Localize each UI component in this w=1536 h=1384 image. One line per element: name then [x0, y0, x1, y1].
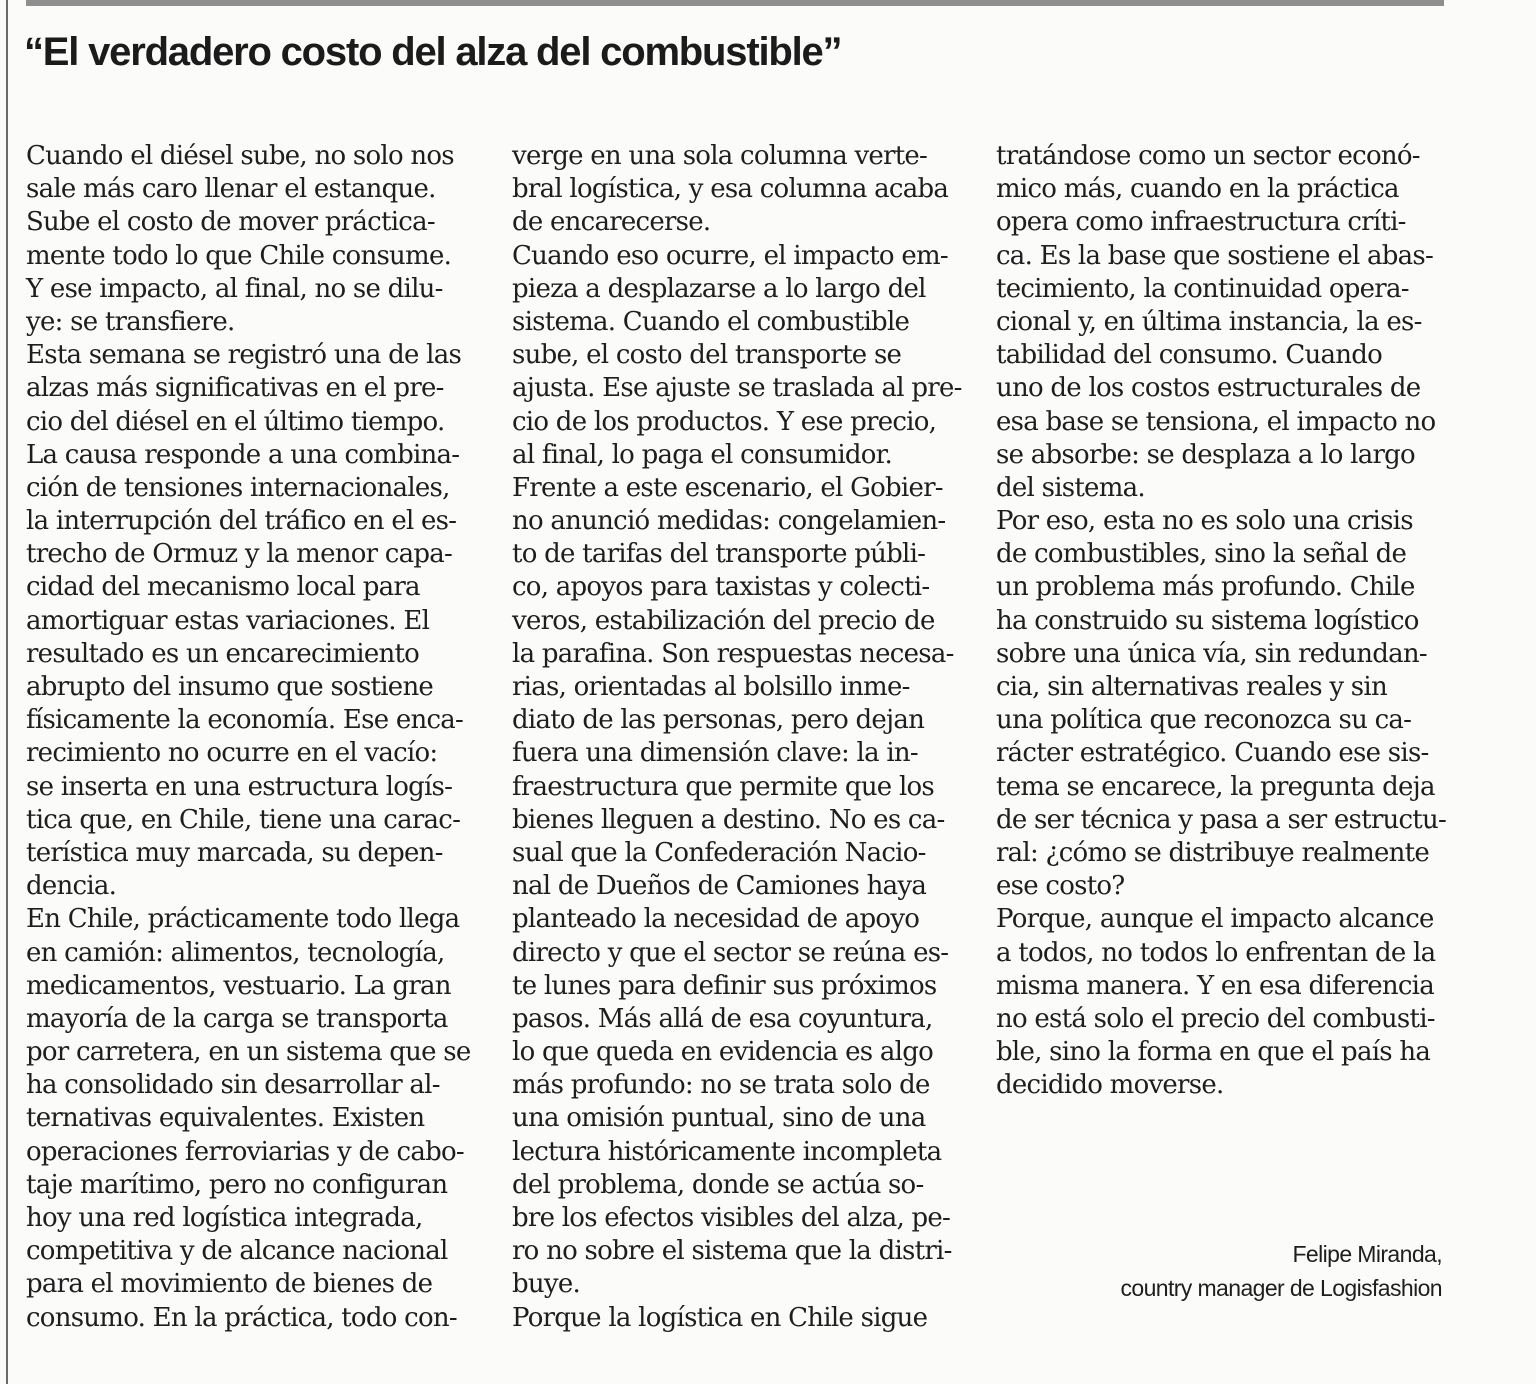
article-text-line: ha consolidado sin desarrollar al-	[26, 1070, 440, 1101]
article-text-line: ble, sino la forma en que el país ha	[996, 1037, 1431, 1068]
article-text-line: bre los efectos visibles del alza, pe-	[512, 1203, 951, 1233]
article-text-line: Cuando el diésel sube, no solo nos	[26, 141, 454, 171]
article-text-line: hoy una red logística integrada,	[26, 1203, 423, 1233]
article-text-line: cional y, en última instancia, la es-	[996, 306, 1422, 337]
article-text-line: lo que queda en evidencia es algo	[512, 1037, 934, 1068]
article-text-line: decidido moverse.	[996, 1070, 1224, 1101]
article-text-line: mayoría de la carga se transporta	[26, 1003, 448, 1034]
article-text-line: tratándose como un sector econó-	[996, 141, 1420, 171]
article-text-line: uno de los costos estructurales de	[996, 373, 1421, 404]
article-text-line: de ser técnica y pasa a ser estructu-	[996, 804, 1447, 835]
article-text-line: bienes lleguen a destino. No es ca-	[512, 804, 945, 835]
article-text-line: pieza a desplazarse a lo largo del	[512, 273, 926, 304]
article-text-line: sale más caro llenar el estanque.	[26, 174, 436, 205]
article-text-line: fuera una dimensión clave: la in-	[512, 738, 918, 769]
article-text-line: ro no sobre el sistema que la distri-	[512, 1236, 952, 1267]
article-text-line: Sube el costo de mover práctica-	[26, 207, 435, 238]
article-text-line: buye.	[512, 1269, 580, 1300]
article-text-line: opera como infraestructura críti-	[996, 207, 1406, 238]
article-text-line: taje marítimo, pero no configuran	[26, 1169, 448, 1200]
article-text-line: rácter estratégico. Cuando ese sis-	[996, 738, 1429, 769]
article-text-line: medicamentos, vestuario. La gran	[26, 970, 451, 1001]
article-text-line: verge en una sola columna verte-	[512, 141, 928, 171]
article-text-line: tecimiento, la continuidad opera-	[996, 273, 1409, 304]
article-text-line: Porque, aunque el impacto alcance	[996, 904, 1434, 935]
article-text-line: ca. Es la base que sostiene el abas-	[996, 240, 1434, 271]
article-text-line: por carretera, en un sistema que se	[26, 1037, 471, 1068]
article-text-line: ha construido su sistema logístico	[996, 605, 1419, 636]
article-text-line: te lunes para definir sus próximos	[512, 970, 937, 1001]
article-text-line: a todos, no todos lo enfrentan de la	[996, 937, 1436, 968]
article-text-line: se absorbe: se desplaza a lo largo	[996, 439, 1415, 470]
article-text-line: ternativas equivalentes. Existen	[26, 1103, 425, 1134]
author-name: Felipe Miranda,	[1292, 1241, 1442, 1267]
article-text-line: cidad del mecanismo local para	[26, 572, 420, 603]
article-text-line: para el movimiento de bienes de	[26, 1269, 433, 1300]
article-text-line: dencia.	[26, 871, 117, 902]
article-text-line: Porque la logística en Chile sigue	[512, 1302, 928, 1333]
article-text-line: del problema, donde se actúa so-	[512, 1169, 924, 1200]
article-text-line: una política que reconozca su ca-	[996, 705, 1412, 736]
article-text-line: no está solo el precio del combusti-	[996, 1003, 1435, 1034]
article-column-2	[512, 140, 982, 1335]
article-text-line: En Chile, prácticamente todo llega	[26, 904, 460, 935]
article-text-line: ye: se transfiere.	[26, 306, 235, 337]
top-border-rule	[26, 0, 1444, 6]
article-text-line: sual que la Confederación Nacio-	[512, 837, 926, 868]
article-text-line: de encarecerse.	[512, 207, 711, 238]
article-column-1	[26, 140, 496, 1335]
article-text-line: ajusta. Ese ajuste se traslada al pre-	[512, 373, 962, 404]
article-text-line: mente todo lo que Chile consume.	[26, 240, 452, 271]
article-text-line: lectura históricamente incompleta	[512, 1136, 942, 1167]
article-text-line: cio del diésel en el último tiempo.	[26, 406, 445, 437]
article-text-line: terística muy marcada, su depen-	[26, 837, 443, 868]
article-text-line: la interrupción del tráfico en el es-	[26, 506, 457, 537]
article-text-line: una omisión puntual, sino de una	[512, 1103, 926, 1134]
article-text-line: de combustibles, sino la señal de	[996, 539, 1407, 570]
author-signature	[1120, 1237, 1442, 1305]
article-text-line: rias, orientadas al bolsillo inme-	[512, 672, 910, 702]
article-text-line: la parafina. Son respuestas necesa-	[512, 638, 954, 669]
article-text-line: nal de Dueños de Camiones haya	[512, 871, 927, 902]
article-text-line: planteado la necesidad de apoyo	[512, 904, 920, 935]
article-text-line: Y ese impacto, al final, no se dilu-	[26, 273, 443, 304]
article-text-line: fraestructura que permite que los	[512, 771, 935, 802]
article-text-line: abrupto del insumo que sostiene	[26, 672, 434, 702]
article-text-line: directo y que el sector se reúna es-	[512, 937, 949, 968]
article-text-line: físicamente la economía. Ese enca-	[26, 705, 464, 736]
article-text-line: cio de los productos. Y ese precio,	[512, 406, 937, 437]
article-text-line: sobre una única vía, sin redundan-	[996, 638, 1427, 669]
article-text-line: del sistema.	[996, 472, 1145, 503]
article-text-line: recimiento no ocurre en el vacío:	[26, 738, 438, 769]
article-text-line: cia, sin alternativas reales y sin	[996, 672, 1387, 702]
author-role: country manager de Logisfashion	[1120, 1275, 1442, 1301]
article-text-line: se inserta en una estructura logís-	[26, 771, 453, 802]
article-text-line: co, apoyos para taxistas y colecti-	[512, 572, 930, 603]
article-text-line: más profundo: no se trata solo de	[512, 1070, 930, 1101]
left-border-rule	[6, 0, 8, 1384]
article-text-line: tica que, en Chile, tiene una carac-	[26, 804, 461, 835]
article-text-line: bral logística, y esa columna acaba	[512, 174, 949, 205]
article-text-line: misma manera. Y en esa diferencia	[996, 970, 1434, 1001]
article-text-line: un problema más profundo. Chile	[996, 572, 1415, 603]
article-column-3	[996, 140, 1466, 1102]
article-text-line: ción de tensiones internacionales,	[26, 472, 450, 503]
article-text-line: Esta semana se registró una de las	[26, 340, 462, 371]
article-text-line: sube, el costo del transporte se	[512, 340, 902, 371]
article-text-line: ral: ¿cómo se distribuye realmente	[996, 837, 1429, 868]
article-text-line: competitiva y de alcance nacional	[26, 1236, 448, 1267]
article-text-line: Frente a este escenario, el Gobier-	[512, 472, 943, 503]
article-text-line: Cuando eso ocurre, el impacto em-	[512, 240, 948, 271]
article-text-line: al final, lo paga el consumidor.	[512, 439, 893, 470]
article-text-line: en camión: alimentos, tecnología,	[26, 937, 445, 968]
article-text-line: to de tarifas del transporte públi-	[512, 539, 926, 570]
article-text-line: esa base se tensiona, el impacto no	[996, 406, 1436, 437]
article-text-line: Por eso, esta no es solo una crisis	[996, 506, 1413, 537]
article-text-line: ese costo?	[996, 871, 1125, 902]
article-text-line: tema se encarece, la pregunta deja	[996, 771, 1435, 802]
article-text-line: trecho de Ormuz y la menor capa-	[26, 539, 453, 570]
article-text-line: mico más, cuando en la práctica	[996, 174, 1399, 205]
article-text-line: tabilidad del consumo. Cuando	[996, 340, 1383, 371]
article-text-line: veros, estabilización del precio de	[512, 605, 935, 636]
article-text-line: amortiguar estas variaciones. El	[26, 605, 430, 636]
article-text-line: operaciones ferroviarias y de cabo-	[26, 1136, 464, 1167]
article-text-line: consumo. En la práctica, todo con-	[26, 1302, 457, 1333]
article-text-line: sistema. Cuando el combustible	[512, 306, 910, 337]
article-text-line: pasos. Más allá de esa coyuntura,	[512, 1003, 933, 1034]
article-text-line: La causa responde a una combina-	[26, 439, 460, 470]
article-text-line: diato de las personas, pero dejan	[512, 705, 925, 736]
article-text-line: resultado es un encarecimiento	[26, 638, 420, 669]
article-text-line: alzas más significativas en el pre-	[26, 373, 444, 404]
article-headline: “El verdadero costo del alza del combustible”	[24, 30, 842, 74]
article-text-line: no anunció medidas: congelamien-	[512, 506, 946, 537]
